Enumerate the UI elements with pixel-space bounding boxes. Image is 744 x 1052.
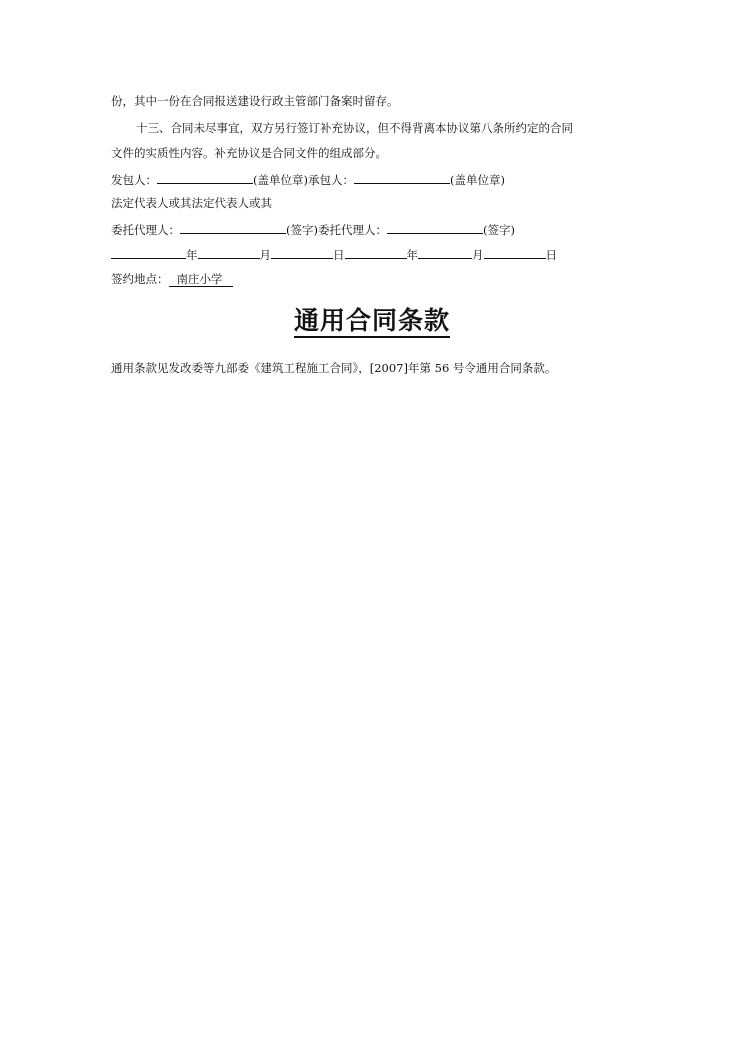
year-blank-2	[345, 246, 407, 259]
day-blank-2	[484, 246, 546, 259]
agent-sign-note-2: (签字)	[482, 223, 515, 237]
clause-13-line-2: 文件的实质性内容。补充协议是合同文件的组成部分。	[111, 146, 387, 160]
clause-13-line-1: 十三、合同未尽事宜，双方另行签订补充协议，但不得背离本协议第八条所约定的合同	[136, 121, 573, 135]
year-blank-1	[111, 246, 186, 259]
month-label-2: 月	[472, 248, 484, 262]
contractor-blank	[354, 171, 450, 184]
general-terms-text: 通用条款见发改委等九部委《建筑工程施工合同》，[2007]年第 56 号令通用合同条款。	[111, 361, 557, 375]
date-row	[111, 246, 557, 262]
month-label-1: 月	[259, 248, 271, 262]
contractor-label: 承包人：	[307, 173, 354, 187]
agent-sign-note-1: (签字)	[286, 223, 318, 237]
employer-label: 发包人：	[111, 173, 157, 187]
agent-blank-2	[387, 221, 483, 234]
year-label-2: 年	[406, 248, 418, 262]
contractor-seal-note: (盖单位章)	[449, 173, 505, 187]
day-label-1: 日	[333, 248, 345, 262]
agent-sign-row	[111, 221, 515, 237]
legal-representative-line: 法定代表人或其法定代表人或其	[111, 196, 272, 210]
agent-blank-1	[180, 221, 286, 234]
signing-place-row	[111, 272, 233, 287]
day-blank-1	[271, 246, 333, 259]
employer-blank	[157, 171, 253, 184]
employer-seal-note: (盖单位章)	[253, 173, 308, 187]
month-blank-2	[418, 246, 472, 259]
agent-label-2: 委托代理人：	[317, 223, 387, 237]
section-heading	[0, 305, 744, 337]
month-blank-1	[198, 246, 260, 259]
section-title: 通用合同条款	[294, 306, 450, 338]
party-seal-row	[111, 171, 505, 187]
year-label-1: 年	[186, 248, 198, 262]
paragraph-tail: 份，其中一份在合同报送建设行政主管部门备案时留存。	[111, 94, 399, 108]
agent-label-1: 委托代理人：	[111, 223, 180, 237]
signing-place-label: 签约地点：	[111, 272, 169, 286]
day-label-2: 日	[545, 248, 557, 262]
signing-place-value: 南庄小学	[169, 272, 233, 287]
